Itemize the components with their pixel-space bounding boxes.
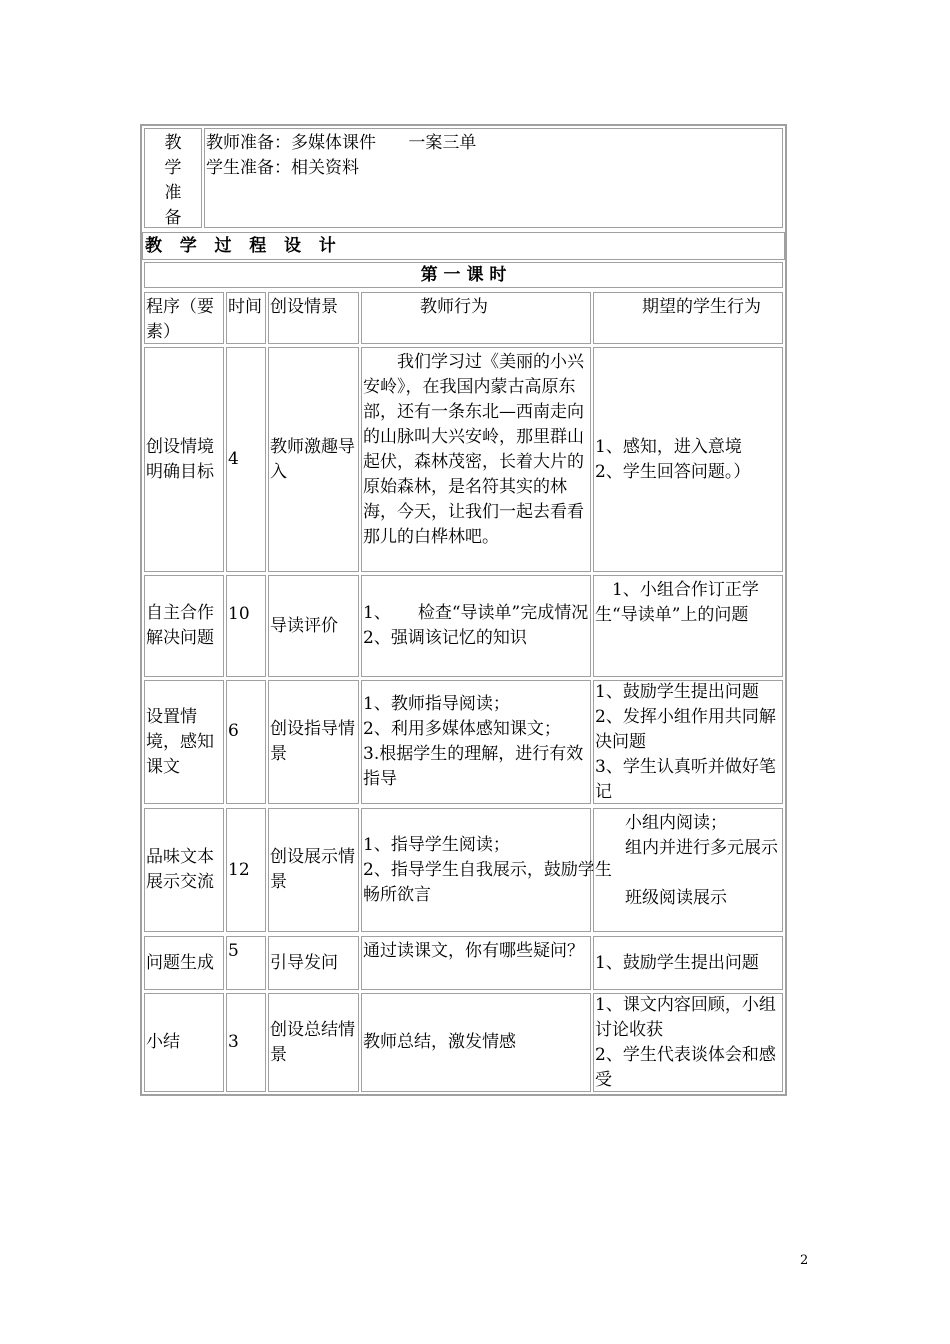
student-text: 班级阅读展示: [625, 888, 727, 908]
row-1-step: [144, 347, 224, 572]
row-4-step: [144, 808, 224, 932]
header-student-text: 期望的学生行为: [642, 297, 761, 317]
header-teacher: [361, 292, 591, 344]
student-text: 1、感知，进入意境: [595, 436, 742, 457]
teacher-text: 2、利用多媒体感知课文；: [363, 719, 561, 739]
row-3-scene: [268, 680, 359, 804]
row-3-time: [226, 680, 266, 804]
row-2-scene: [268, 575, 359, 677]
student-text: 3、学生认真听并做好笔记: [595, 756, 776, 802]
row-5-student: [593, 936, 783, 990]
scene-text: 教师激趣导入: [270, 436, 355, 482]
row-6-time: [226, 993, 266, 1092]
step-text: 品味文本展示交流: [146, 847, 214, 892]
row-5-step: [144, 936, 224, 990]
row-2-time: [226, 575, 266, 677]
prep-label-char: 准: [164, 183, 182, 203]
teacher-text: 3.根据学生的理解，进行有效指导: [363, 744, 584, 789]
row-5-scene: [268, 936, 359, 990]
teacher-text: 2、强调该记忆的知识: [363, 628, 527, 648]
row-4-time: [226, 808, 266, 932]
row-1-time: [226, 347, 266, 572]
scene-text: 引导发问: [270, 952, 338, 973]
row-4-student: [593, 808, 783, 932]
time-text: 5: [228, 941, 239, 961]
row-1-teacher: [361, 347, 591, 572]
prep-label-cell: [144, 128, 202, 228]
step-text: 创设情境明确目标: [146, 436, 214, 482]
time-text: 4: [228, 449, 239, 469]
header-time-text: 时间: [228, 297, 262, 317]
student-text: 1、小组合作订正学生“导读单”上的问题: [595, 580, 759, 625]
row-1-scene: [268, 347, 359, 572]
row-1-student: [593, 347, 783, 572]
row-6-teacher: [361, 993, 591, 1092]
header-scene-text: 创设情景: [270, 297, 338, 317]
teacher-prep: 教师准备：多媒体课件 一案三单: [206, 133, 477, 153]
step-text: 小结: [146, 1032, 180, 1052]
student-text: 小组内阅读；: [625, 813, 727, 833]
row-2-teacher: [361, 575, 591, 677]
step-text: 问题生成: [146, 952, 214, 973]
row-5-teacher: [361, 936, 591, 990]
section-title-text: 教 学 过 程 设 计: [145, 236, 336, 256]
student-text: 1、鼓励学生提出问题: [595, 952, 759, 973]
prep-label-char: 教: [164, 133, 182, 153]
row-4-scene: [268, 808, 359, 932]
time-text: 6: [228, 721, 239, 741]
row-2-step: [144, 575, 224, 677]
header-step-text: 程序（要素）: [146, 297, 214, 342]
teacher-text: 我们学习过《美丽的小兴安岭》，在我国内蒙古高原东部，还有一条东北—西南走向的山脉叫大兴安岭，那里群山起伏，森林茂密，长着大片的原始森林，是名符其实的林海，今天，让我们一起去看看那儿的白桦林吧。: [363, 352, 584, 547]
student-text: 2、发挥小组作用共同解决问题: [595, 706, 776, 752]
teacher-text: 1、教师指导阅读；: [363, 694, 510, 714]
prep-content-cell: [204, 128, 783, 228]
student-text: 1、鼓励学生提出问题: [595, 681, 759, 702]
lesson-title-text: 第 一 课 时: [420, 265, 507, 285]
time-text: 12: [228, 859, 250, 880]
teacher-text: 1、指导学生阅读；: [363, 834, 510, 855]
row-6-student: [593, 993, 783, 1092]
time-text: 10: [228, 604, 250, 624]
row-5-time: [226, 936, 266, 990]
lesson-title: [144, 262, 783, 288]
row-4-teacher: [361, 808, 612, 932]
student-text: 1、课文内容回顾，小组讨论收获: [595, 994, 776, 1040]
header-teacher-text: 教师行为: [420, 297, 488, 317]
header-step: [144, 292, 224, 344]
section-title: [142, 232, 785, 260]
scene-text: 创设总结情景: [270, 1019, 355, 1065]
teacher-text: 教师总结，激发情感: [363, 1032, 516, 1052]
row-3-teacher: [361, 680, 591, 804]
header-scene: [268, 292, 359, 344]
row-2-student: [593, 575, 783, 677]
row-3-step: [144, 680, 224, 804]
student-text: 2、学生回答问题。）: [595, 461, 751, 482]
student-text: 2、学生代表谈体会和感受: [595, 1044, 776, 1090]
time-text: 3: [228, 1032, 239, 1052]
scene-text: 创设展示情景: [270, 847, 355, 892]
row-3-student: [593, 680, 783, 804]
student-prep: 学生准备：相关资料: [206, 158, 359, 178]
teacher-text: 通过读课文，你有哪些疑问？: [363, 941, 584, 961]
teacher-text: 1、 检查“导读单”完成情况: [363, 603, 589, 623]
row-6-scene: [268, 993, 359, 1092]
prep-label-char: 学: [164, 158, 182, 178]
student-text: 组内并进行多元展示: [625, 838, 778, 858]
page-number: 2: [800, 1253, 809, 1268]
header-student: [593, 292, 783, 344]
step-text: 自主合作解决问题: [146, 603, 214, 648]
scene-text: 创设指导情景: [270, 719, 355, 764]
prep-label-char: 备: [164, 208, 182, 228]
header-time: [226, 292, 266, 344]
teacher-text: 2、指导学生自我展示，鼓励学生畅所欲言: [363, 859, 612, 905]
step-text: 设置情境，感知课文: [146, 706, 214, 777]
scene-text: 导读评价: [270, 615, 338, 636]
row-6-step: [144, 993, 224, 1092]
